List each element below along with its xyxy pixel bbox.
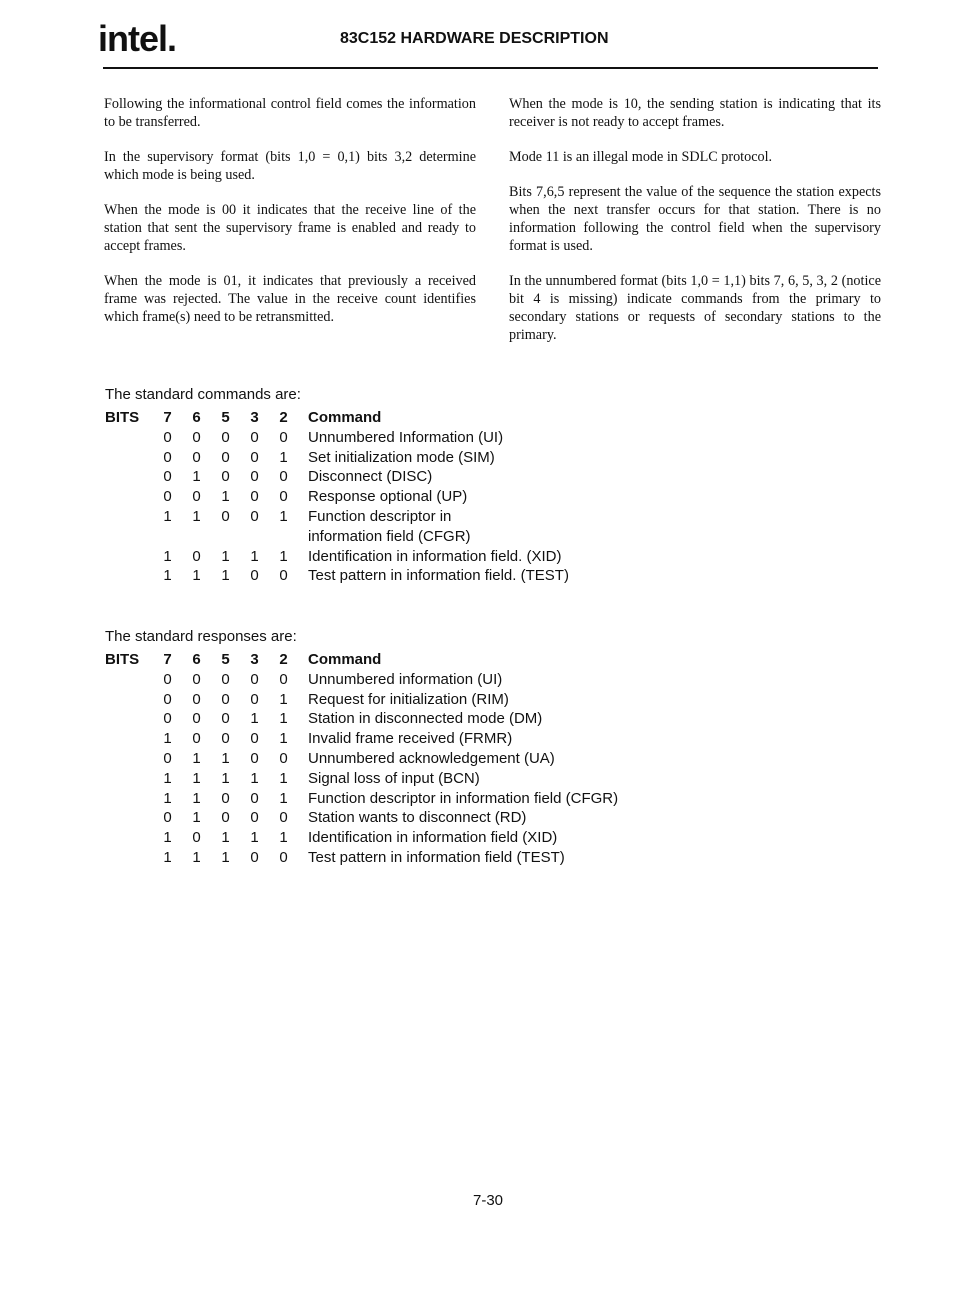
bit-cell: 1 (250, 769, 259, 787)
bit-cell: 1 (163, 769, 172, 787)
bit-cell: 0 (279, 567, 288, 585)
command-description: Unnumbered Information (UI) (308, 428, 504, 446)
header-cell: 2 (279, 409, 288, 426)
bit-cell: 0 (163, 488, 172, 506)
header-cell: 6 (192, 651, 201, 668)
bit-cell: 0 (163, 809, 172, 827)
intel-logo: intel. (98, 18, 177, 59)
bit-cell: 1 (221, 829, 230, 847)
bit-cell: 1 (250, 547, 259, 565)
table-row (105, 448, 569, 468)
row-spacer (105, 749, 153, 769)
table-row (105, 749, 618, 769)
command-description: Identification in information field (XID) (308, 829, 558, 847)
right-text-column (509, 95, 881, 361)
command-description: Station wants to disconnect (RD) (308, 809, 527, 827)
bit-cell: 1 (163, 547, 172, 565)
bit-cell: 0 (279, 809, 288, 827)
row-spacer (105, 729, 153, 749)
table-row (105, 729, 618, 749)
bit-cell: 0 (279, 488, 288, 506)
bit-cell: 1 (163, 829, 172, 847)
bit-cell: 0 (221, 448, 230, 466)
bit-cell: 0 (250, 507, 259, 525)
bit-cell: 0 (250, 730, 259, 748)
row-spacer (105, 670, 153, 690)
bit-cell: 0 (163, 710, 172, 728)
row-spacer (105, 566, 153, 586)
table-row (105, 808, 618, 828)
bit-cell: 1 (279, 690, 288, 708)
bit-cell (240, 527, 269, 547)
bit-cell: 1 (221, 749, 230, 767)
bit-cell: 0 (163, 749, 172, 767)
paragraph: In the supervisory format (bits 1,0 = 0,1) bits 3,2 determine which mode is being used. (104, 149, 476, 183)
bit-cell: 1 (163, 789, 172, 807)
bit-cell: 0 (192, 829, 201, 847)
bit-cell: 1 (192, 789, 201, 807)
table-row (105, 789, 618, 809)
bit-cell: 0 (250, 809, 259, 827)
bit-cell: 0 (192, 690, 201, 708)
paragraph: Following the informational control field comes the information to be transferred. (104, 96, 476, 130)
table-row (105, 487, 569, 507)
bit-cell: 0 (163, 428, 172, 446)
bit-cell: 0 (250, 789, 259, 807)
bit-cell (153, 527, 182, 547)
command-description: Unnumbered acknowledgement (UA) (308, 749, 555, 767)
bit-cell: 0 (163, 468, 172, 486)
bit-cell: 1 (221, 567, 230, 585)
command-description: Function descriptor in information field (CFGR) (308, 789, 619, 807)
bit-cell: 0 (192, 547, 201, 565)
row-spacer (105, 448, 153, 468)
bit-cell: 1 (279, 547, 288, 565)
row-spacer (105, 527, 153, 547)
bit-cell: 0 (221, 789, 230, 807)
bit-cell: 1 (279, 730, 288, 748)
command-description: Response optional (UP) (308, 488, 468, 506)
bit-cell: 0 (221, 468, 230, 486)
left-text-column (104, 95, 476, 343)
row-spacer (105, 467, 153, 487)
row-spacer (105, 789, 153, 809)
table-row (105, 769, 618, 789)
bit-cell: 1 (279, 829, 288, 847)
bit-cell: 0 (221, 428, 230, 446)
bit-cell: 1 (163, 507, 172, 525)
table-row (105, 547, 569, 567)
row-spacer (105, 828, 153, 848)
bit-cell: 1 (221, 488, 230, 506)
bit-cell: 1 (279, 710, 288, 728)
header-cell: 5 (221, 651, 230, 668)
table-row (105, 709, 618, 729)
row-spacer (105, 690, 153, 710)
bit-cell: 0 (221, 507, 230, 525)
bit-cell: 0 (221, 730, 230, 748)
table-row (105, 690, 618, 710)
command-description: Request for initialization (RIM) (308, 690, 509, 708)
bit-cell: 1 (221, 848, 230, 866)
bit-cell: 0 (279, 670, 288, 688)
document-title: 83C152 HARDWARE DESCRIPTION (340, 30, 609, 47)
bit-cell (182, 527, 211, 547)
header-cell: 5 (221, 409, 230, 426)
command-description: Invalid frame received (FRMR) (308, 730, 513, 748)
bit-cell: 1 (221, 547, 230, 565)
bit-cell: 0 (250, 749, 259, 767)
command-description: Test pattern in information field. (TEST) (308, 567, 569, 585)
bit-cell (211, 527, 240, 547)
row-spacer (105, 547, 153, 567)
bit-cell: 1 (192, 848, 201, 866)
bit-cell: 1 (279, 448, 288, 466)
table-row (105, 566, 569, 586)
header-cell: 2 (279, 651, 288, 668)
command-description: Signal loss of input (BCN) (308, 769, 480, 787)
bit-cell: 1 (192, 809, 201, 827)
paragraph: Mode 11 is an illegal mode in SDLC protocol. (509, 149, 773, 165)
table-row (105, 527, 569, 547)
header-rule (103, 67, 878, 69)
bit-cell: 0 (192, 710, 201, 728)
paragraph: When the mode is 01, it indicates that previously a received frame was rejected. The value in the receive count identifies which frame(s) need to be retransmitted. (104, 273, 476, 325)
table-row (105, 848, 618, 868)
paragraph: When the mode is 10, the sending station is indicating that its receiver is not ready to accept frames. (509, 96, 881, 130)
paragraph: Bits 7,6,5 represent the value of the sequence the station expects when the next transfer occurs for that station. There is no information following the control field when the supervisory format is used. (509, 184, 881, 254)
bit-cell: 1 (192, 769, 201, 787)
bit-cell: 1 (250, 710, 259, 728)
bit-cell: 1 (279, 789, 288, 807)
bit-cell: 1 (163, 567, 172, 585)
bit-cell: 1 (163, 848, 172, 866)
commands-section (105, 386, 569, 586)
row-spacer (105, 507, 153, 527)
bit-cell: 0 (221, 809, 230, 827)
header-cell: BITS (105, 409, 140, 426)
bit-cell: 0 (250, 448, 259, 466)
bit-cell: 0 (250, 670, 259, 688)
command-description: Set initialization mode (SIM) (308, 448, 495, 466)
bit-cell: 0 (192, 428, 201, 446)
commands-intro: The standard commands are: (105, 386, 301, 403)
header-cell: 7 (163, 409, 172, 426)
header-cell: 6 (192, 409, 201, 426)
command-description: Station in disconnected mode (DM) (308, 710, 543, 728)
row-spacer (105, 769, 153, 789)
command-description: Unnumbered information (UI) (308, 670, 503, 688)
header-cell: BITS (105, 651, 140, 668)
bit-cell: 0 (163, 690, 172, 708)
responses-section (105, 628, 618, 868)
command-description: Identification in information field. (XID) (308, 547, 562, 565)
responses-table (105, 650, 618, 868)
bit-cell: 0 (250, 468, 259, 486)
bit-cell: 1 (163, 730, 172, 748)
bit-cell: 0 (250, 848, 259, 866)
row-spacer (105, 428, 153, 448)
header-cell: 7 (163, 651, 172, 668)
table-row (105, 670, 618, 690)
table-row (105, 507, 569, 527)
header-cell: Command (308, 409, 382, 426)
bit-cell: 0 (163, 448, 172, 466)
row-spacer (105, 487, 153, 507)
table-row (105, 828, 618, 848)
table-row (105, 428, 569, 448)
bit-cell: 0 (250, 488, 259, 506)
paragraph: When the mode is 00 it indicates that the receive line of the station that sent the supervisory frame is enabled and ready to accept frames. (104, 202, 476, 254)
bit-cell: 0 (192, 730, 201, 748)
bit-cell: 0 (192, 670, 201, 688)
bit-cell: 1 (279, 769, 288, 787)
bit-cell: 0 (250, 567, 259, 585)
bit-cell: 1 (192, 749, 201, 767)
row-spacer (105, 848, 153, 868)
bit-cell: 1 (279, 507, 288, 525)
command-description: Disconnect (DISC) (308, 468, 433, 486)
header-cell: 3 (250, 409, 259, 426)
bit-cell: 0 (279, 848, 288, 866)
bit-cell: 0 (279, 749, 288, 767)
table-header-row (105, 408, 569, 428)
bit-cell: 0 (221, 710, 230, 728)
bit-cell: 0 (192, 448, 201, 466)
bit-cell: 0 (192, 488, 201, 506)
responses-intro: The standard responses are: (105, 628, 297, 645)
command-description: information field (CFGR) (308, 527, 471, 545)
command-description: Function descriptor in (308, 507, 452, 525)
page-number: 7-30 (472, 1192, 504, 1209)
command-description: Test pattern in information field (TEST) (308, 848, 565, 866)
paragraph: In the unnumbered format (bits 1,0 = 1,1) bits 7, 6, 5, 3, 2 (notice bit 4 is missing) indicate commands from the primary to secondary stations or requests of secondary stations to the primary. (509, 273, 881, 343)
row-spacer (105, 808, 153, 828)
bit-cell: 0 (221, 690, 230, 708)
bit-cell: 1 (221, 769, 230, 787)
commands-table (105, 408, 569, 586)
row-spacer (105, 709, 153, 729)
bit-cell: 1 (192, 468, 201, 486)
bit-cell: 0 (250, 690, 259, 708)
table-row (105, 467, 569, 487)
bit-cell: 1 (250, 829, 259, 847)
header-cell: Command (308, 651, 382, 668)
bit-cell: 1 (192, 567, 201, 585)
bit-cell: 1 (192, 507, 201, 525)
bit-cell: 0 (279, 428, 288, 446)
table-header-row (105, 650, 618, 670)
bit-cell: 0 (163, 670, 172, 688)
header-cell: 3 (250, 651, 259, 668)
bit-cell: 0 (250, 428, 259, 446)
bit-cell: 0 (221, 670, 230, 688)
bit-cell: 0 (279, 468, 288, 486)
bit-cell (269, 527, 298, 547)
